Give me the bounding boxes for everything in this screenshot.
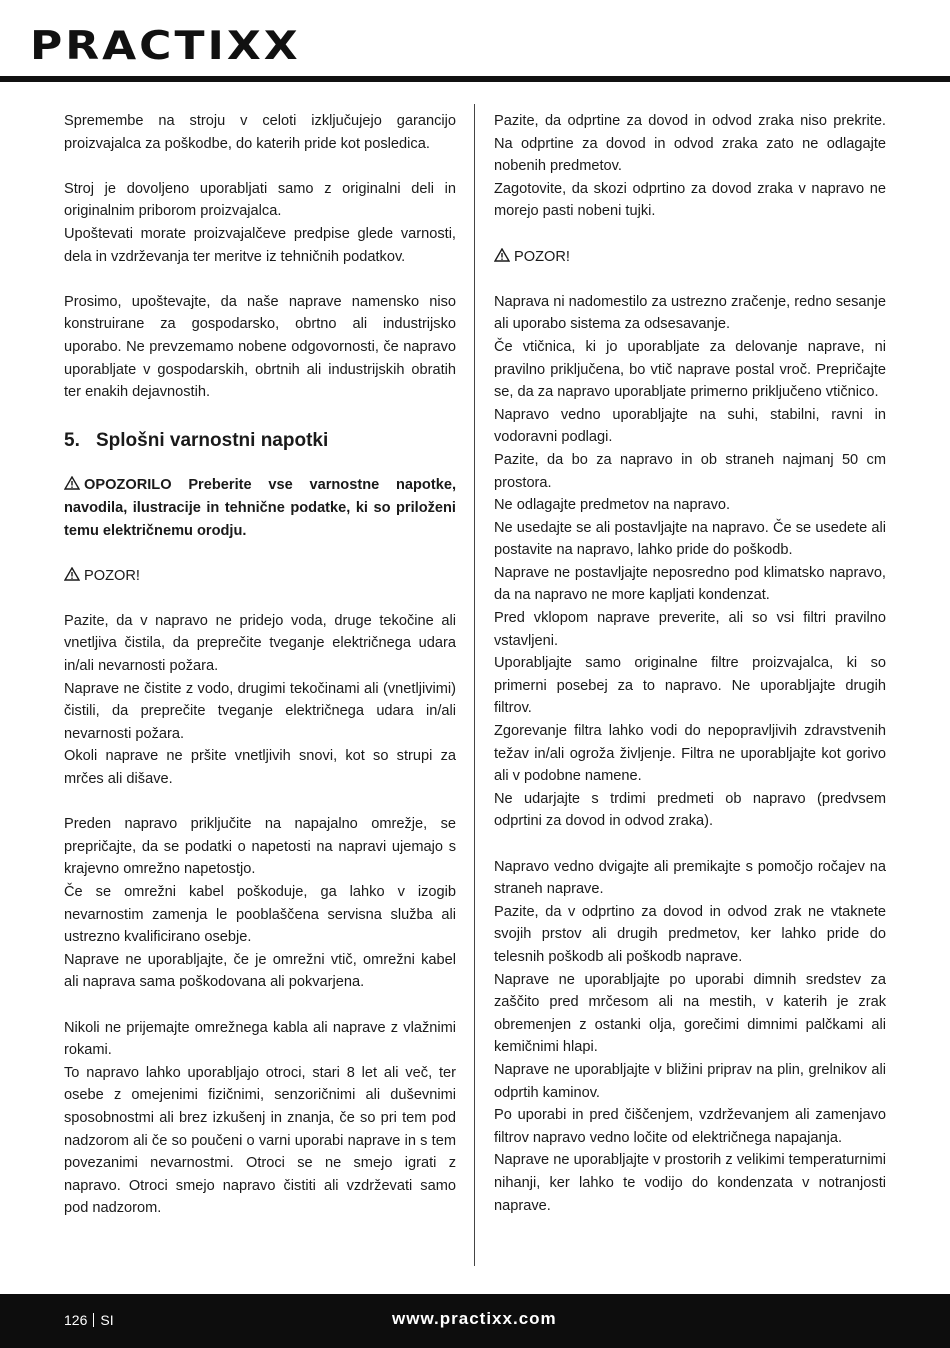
paragraph: Če se omrežni kabel poškoduje, ga lahko v izogib nevarnostim zamenja le pooblaščena servisna služba ali ustrezno kvalificirano osebje. (64, 884, 456, 946)
warning-notice (64, 474, 456, 542)
warning-triangle-icon (64, 476, 80, 490)
caution-label (64, 565, 456, 588)
caution-label (494, 246, 886, 269)
paragraph: Upoštevati morate proizvajalčeve predpise glede varnosti, dela in vzdrževanja ter meritve iz tehničnih podatkov. (64, 225, 456, 265)
right-column (494, 110, 886, 1217)
paragraph: Naprave ne uporabljajte v prostorih z velikimi temperaturnimi nihanji, ker lahko te vodijo do kondenzata v notranjosti naprave. (494, 1152, 886, 1214)
paragraph: Po uporabi in pred čiščenjem, vzdrževanjem ali zamenjavo filtrov napravo vedno ločite od električnega napajanja. (494, 1107, 886, 1146)
paragraph: Naprave ne čistite z vodo, drugimi tekočinami ali (vnetljivimi) čistili, da preprečite tveganje električnega udara in/ali nevarnosti požara. (64, 680, 456, 742)
paragraph: Pazite, da v napravo ne pridejo voda, druge tekočine ali vnetljiva čistila, da preprečite tveganje električnega udara in/ali nevarnosti požara. (64, 612, 456, 675)
paragraph: Zgorevanje filtra lahko vodi do nepopravljivih zdravstvenih težav in/ali ogroža življenje. Filtra ne uporabljajte kot gorivo ali v podobne namene. (494, 723, 886, 785)
paragraph: Če vtičnica, ki jo uporabljate za delovanje naprave, ni pravilno priključena, bo vtič naprave postal vroč. Prepričajte se, da za napravo uporabljate primerno priključeno vtičnico. (494, 338, 886, 401)
left-column (64, 110, 456, 1220)
paragraph: Naprave ne uporabljajte po uporabi dimnih sredstev za zaščito pred mrčesom ali na mestih, v katerih je zrak obremenjen z ostanki olja, gorečimi dimnimi palčkami ali kemičnimi hlapi. (494, 971, 886, 1056)
section-number: 5. (64, 430, 80, 452)
header-rule (0, 76, 950, 82)
column-divider (474, 104, 475, 1266)
paragraph: Naprave ne uporabljajte, če je omrežni vtič, omrežni kabel ali naprava sama poškodovana ali pokvarjena. (64, 951, 456, 991)
language-code: SI (100, 1312, 114, 1328)
brand-logo (30, 14, 350, 78)
paragraph: Spremembe na stroju v celoti izključujejo garancijo proizvajalca za poškodbe, do katerih pride kot posledica. (64, 113, 456, 152)
paragraph: Naprave ne postavljajte neposredno pod klimatsko napravo, da na napravo ne more kapljati kondenzat. (494, 564, 886, 604)
paragraph: Nikoli ne prijemajte omrežnega kabla ali naprave z vlažnimi rokami. (64, 1019, 456, 1059)
warning-triangle-icon (64, 567, 80, 581)
paragraph: Okoli naprave ne pršite vnetljivih snovi, kot so strupi za mrčes ali dišave. (64, 748, 456, 788)
paragraph: Ne udarjajte s trdimi predmeti ob napravo (predvsem odprtini za dovod in odvod zraka). (494, 790, 886, 830)
paragraph: Preden napravo priključite na napajalno omrežje, se prepričajte, da se podatki o napetosti na napravi ujemajo s krajevno omrežno napetostjo. (64, 816, 456, 878)
paragraph: Stroj je dovoljeno uporabljati samo z originalni deli in originalnim priborom proizvajalca. (64, 180, 456, 220)
paragraph: Pazite, da odprtine za dovod in odvod zraka niso prekrite. Na odprtine za dovod in odvod zraka zato ne odlagajte nobenih predmetov. (494, 113, 886, 175)
warning-triangle-icon (494, 248, 510, 262)
warning-text: OPOZORILO Preberite vse varnostne napotke, navodila, ilustracije in tehnične podatke, ki so priloženi temu električnemu orodju. (64, 477, 456, 539)
paragraph: Zagotovite, da skozi odprtino za dovod zraka v napravo ne morejo pasti nobeni tujki. (494, 180, 886, 220)
page-footer (0, 1294, 950, 1348)
paragraph: Napravo vedno dvigajte ali premikajte s pomočjo ročajev na straneh naprave. (494, 858, 886, 898)
paragraph: Napravo vedno uporabljajte na suhi, stabilni, ravni in vodoravni podlagi. (494, 406, 886, 446)
footer-separator (93, 1313, 94, 1327)
paragraph: Pazite, da bo za napravo in ob straneh najmanj 50 cm prostora. (494, 451, 886, 491)
section-heading (64, 428, 456, 454)
caution-text: POZOR! (514, 248, 570, 265)
section-title: Splošni varnostni napotki (96, 430, 329, 452)
paragraph: Prosimo, upoštevajte, da naše naprave namensko niso konstruirane za gospodarsko, obrtno ali industrijsko uporabo. Ne prevzemamo nobene odgovornosti, če napravo uporabljate v gospodarskih, obrtnih ali industrijskih obratih ter enakih dejavnostih. (64, 293, 456, 401)
paragraph: Naprave ne uporabljajte v bližini priprav na plin, grelnikov ali odprtih kaminov. (494, 1061, 886, 1101)
paragraph: Ne usedajte se ali postavljajte na napravo. Če se usedete ali postavite na napravo, lahko pride do poškodb. (494, 519, 886, 559)
paragraph: Pred vklopom naprave preverite, ali so vsi filtri pravilno vstavljeni. (494, 610, 886, 649)
paragraph: Pazite, da v odprtino za dovod in odvod zrak ne vtaknete svojih prstov ali drugih predmetov, ker lahko pride do telesnih poškodb ali poškodb naprave. (494, 903, 886, 965)
website-url: www.practixx.com (392, 1309, 557, 1328)
page-number: 126 (64, 1312, 88, 1328)
paragraph: Ne odlagajte predmetov na napravo. (494, 497, 731, 514)
paragraph: Naprava ni nadomestilo za ustrezno zračenje, redno sesanje ali uporabo sistema za odsesavanje. (494, 293, 886, 333)
page-indicator (64, 1310, 114, 1330)
caution-text: POZOR! (84, 567, 140, 584)
paragraph: Uporabljajte samo originalne filtre proizvajalca, ki so primerni posebej za to napravo. Ne uporabljajte drugih filtrov. (494, 655, 886, 717)
brand-name: PRACTIXX (30, 23, 301, 70)
paragraph: To napravo lahko uporabljajo otroci, stari 8 let ali več, ter osebe z omejenimi fizičnimi, senzoričnimi ali duševnimi sposobnostmi ali brez izkušenj in znanja, če so pri tem pod nadzorom ali če so poučeni o varni uporabi naprave in s tem povezanimi nevarnostmi. Otroci se ne smejo igrati z napravo. Otroci smejo napravo čistiti ali vzdrževati samo pod nadzorom. (64, 1064, 456, 1217)
